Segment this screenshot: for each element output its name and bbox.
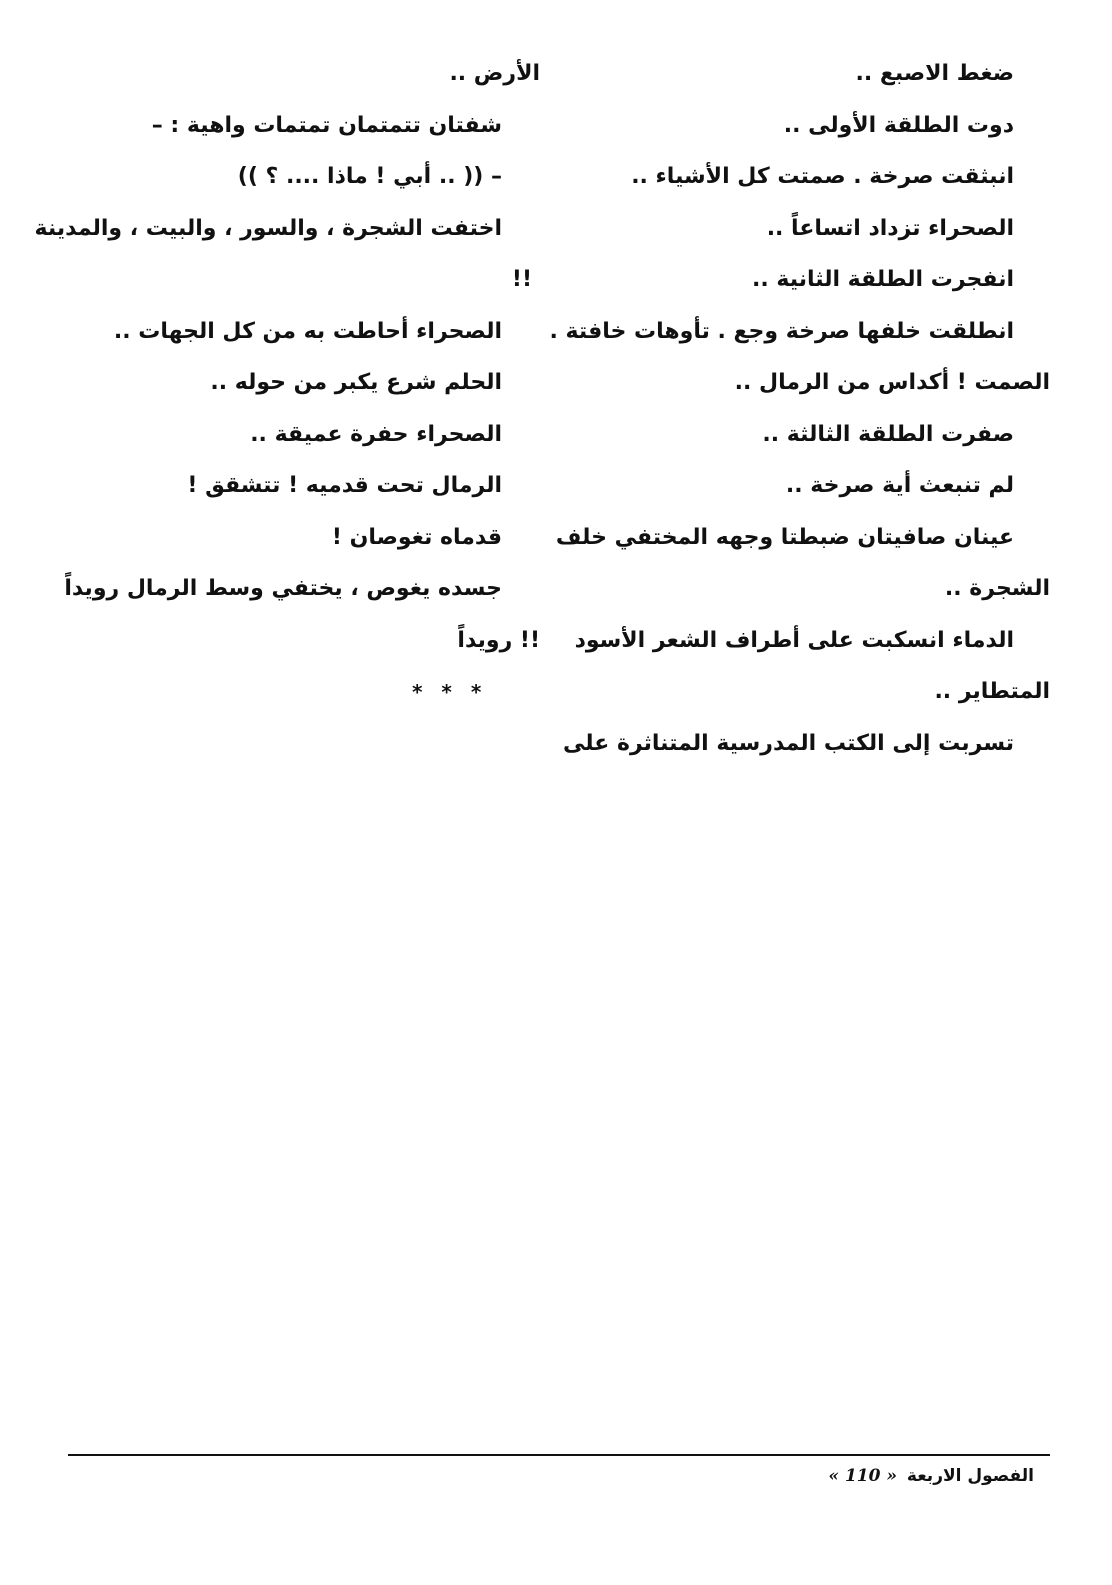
text-line: لم تنبعث أية صرخة ..: [785, 473, 1014, 498]
text-line: انفجرت الطلقة الثانية ..: [752, 267, 1014, 292]
page-footer: [824, 1466, 1034, 1486]
text-line: انطلقت خلفها صرخة وجع . تأوهات خافتة .: [549, 318, 1014, 344]
text-line: عينان صافيتان ضبطتا وجهه المختفي خلف: [555, 524, 1014, 550]
text-line: !!: [511, 267, 532, 292]
footer-title: الفصول الاربعة: [906, 1466, 1034, 1486]
text-line: !! رويداً: [457, 627, 540, 653]
text-line: الدماء انسكبت على أطراف الشعر الأسود: [574, 627, 1014, 653]
text-line: شفتان تتمتمان تمتمات واهية : –: [151, 112, 502, 138]
text-line: جسده يغوص ، يختفي وسط الرمال رويداً: [64, 576, 502, 601]
left-column: [34, 52, 540, 722]
text-line: انبثقت صرخة . صمتت كل الأشياء ..: [631, 164, 1014, 189]
text-line: دوت الطلقة الأولى ..: [783, 112, 1014, 138]
right-column: [549, 52, 1050, 773]
text-line: الأرض ..: [449, 61, 540, 86]
text-line: الشجرة ..: [944, 576, 1050, 601]
text-line: الصحراء حفرة عميقة ..: [250, 421, 502, 447]
text-line: ضغط الاصبع ..: [855, 61, 1014, 86]
text-line: الصمت ! أكداس من الرمال ..: [734, 370, 1050, 395]
text-line: تسربت إلى الكتب المدرسية المتناثرة على: [563, 730, 1014, 756]
text-line: الرمال تحت قدميه ! تتشقق !: [187, 473, 502, 498]
text-line: اختفت الشجرة ، والسور ، والبيت ، والمدينة: [34, 215, 502, 241]
text-line: الحلم شرع يكبر من حوله ..: [210, 370, 502, 395]
footer-rule: [68, 1454, 1050, 1456]
text-line: – (( .. أبي ! ماذا .... ؟ )): [237, 164, 502, 189]
section-separator: * * *: [412, 680, 488, 704]
text-line: قدماه تغوصان !: [331, 524, 502, 550]
page-number: « 110 »: [828, 1466, 897, 1486]
text-line: المتطاير ..: [934, 679, 1050, 704]
text-line: صفرت الطلقة الثالثة ..: [762, 421, 1014, 447]
text-line: الصحراء أحاطت به من كل الجهات ..: [113, 318, 502, 344]
text-line: الصحراء تزداد اتساعاً ..: [766, 215, 1014, 241]
